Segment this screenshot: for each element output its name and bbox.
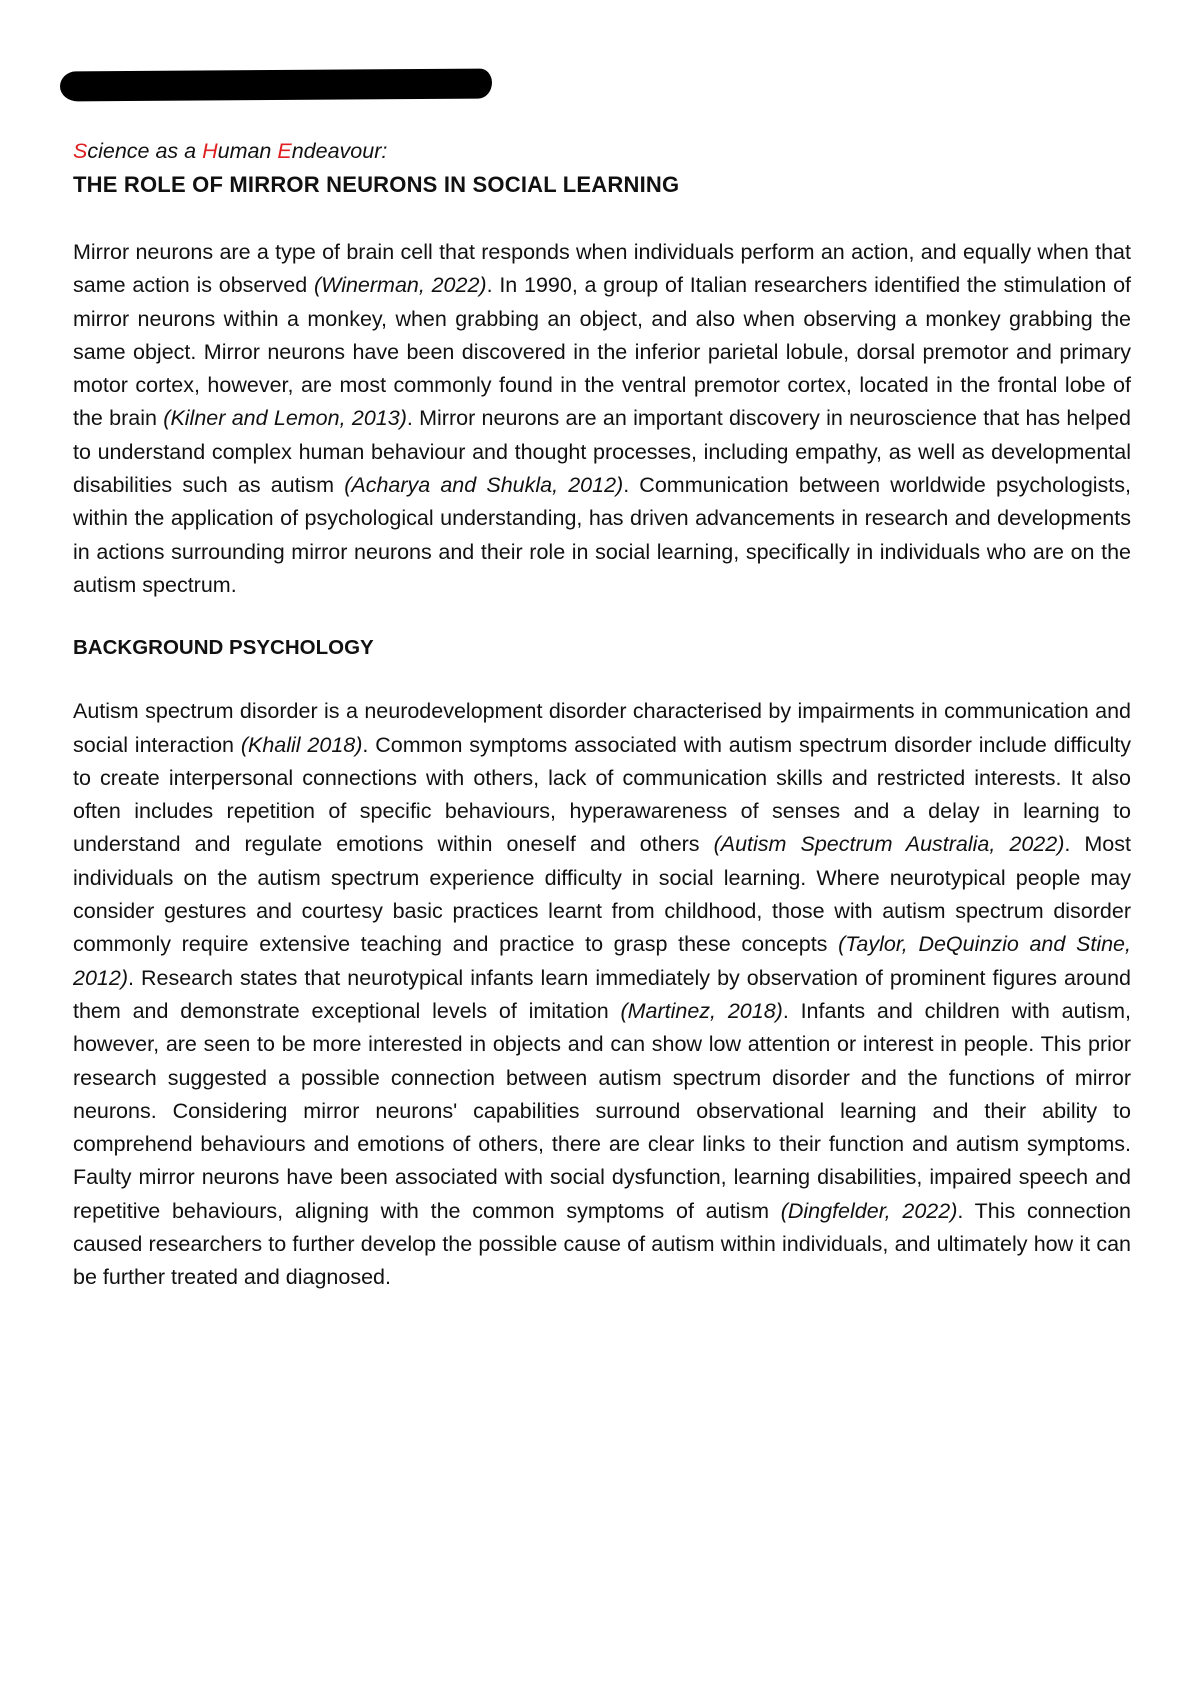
subtitle-text: uman: [217, 139, 278, 163]
subtitle-accent-letter: S: [73, 139, 88, 163]
paragraph-text: . Mirror neurons are an important discovery in neuroscience that has helped to understand complex human behaviour and thought processes, including empathy, as well as developmental disabilities such as autism: [73, 406, 1131, 498]
paragraph-text: . Research states that neurotypical infants learn immediately by observation of prominent figures around them and demonstrate exceptional levels of imitation: [73, 965, 1131, 1023]
citation: (Khalil 2018): [240, 732, 363, 757]
document-content: [73, 136, 1131, 1295]
citation: (Autism Spectrum Australia, 2022): [713, 832, 1065, 857]
redaction-mark: [60, 68, 492, 101]
citation: (Taylor, DeQuinzio and Stine, 2012): [73, 932, 1131, 990]
subtitle-text: cience as a: [87, 139, 203, 163]
paragraph-background-psychology: [73, 695, 1131, 1294]
section-heading-background-psychology: BACKGROUND PSYCHOLOGY: [73, 636, 374, 660]
paragraph-text: Mirror neurons are a type of brain cell that responds when individuals perform an action, and equally when that same action is observed: [73, 240, 1131, 298]
citation: (Kilner and Lemon, 2013): [163, 406, 407, 431]
citation: (Martinez, 2018): [620, 998, 783, 1023]
subtitle-text: ndeavour:: [291, 139, 388, 163]
paragraph-introduction: [73, 236, 1131, 602]
subtitle-accent-letter: E: [277, 139, 292, 163]
document-subtitle: [73, 136, 1131, 166]
paragraph-text: . Most individuals on the autism spectrum experience difficulty in social learning. Where neurotypical people may consider gestures and courtesy basic practices learnt from childhood, those with autism spectrum disorder commonly require extensive teaching and practice to grasp these concepts: [73, 832, 1131, 957]
paragraph-text: . In 1990, a group of Italian researchers identified the stimulation of mirror neurons within a monkey, when grabbing an object, and also when observing a monkey grabbing the same object. Mirror neurons have been discovered in the inferior parietal lobule, dorsal premotor and primary motor cortex, however, are most commonly found in the ventral premotor cortex, located in the frontal lobe of the brain: [73, 273, 1132, 431]
paragraph-text: Autism spectrum disorder is a neurodevelopment disorder characterised by impairments in communication and social interaction: [73, 699, 1131, 757]
paragraph-text: . Communication between worldwide psychologists, within the application of psychological understanding, has driven advancements in research and developments in actions surrounding mirror neurons and their role in social learning, specifically in individuals who are on the autism spectrum.: [73, 473, 1132, 597]
citation: (Acharya and Shukla, 2012): [344, 473, 624, 498]
citation: (Winerman, 2022): [313, 273, 487, 298]
citation: (Dingfelder, 2022): [780, 1198, 958, 1223]
paragraph-text: . Infants and children with autism, however, are seen to be more interested in objects and can show low attention or interest in people. This prior research suggested a possible connection between autism spectrum disorder and the functions of mirror neurons. Considering mirror neurons' capabilities surround observational learning and their ability to comprehend behaviours and emotions of others, there are clear links to their function and autism symptoms. Faulty mirror neurons have been associated with social dysfunction, learning disabilities, impaired speech and repetitive behaviours, aligning with the common symptoms of autism: [73, 998, 1131, 1223]
document-title: THE ROLE OF MIRROR NEURONS IN SOCIAL LEARNING: [73, 172, 680, 197]
paragraph-text: . This connection caused researchers to further develop the possible cause of autism within individuals, and ultimately how it can be further treated and diagnosed.: [73, 1198, 1131, 1290]
subtitle-accent-letter: H: [202, 139, 218, 163]
paragraph-text: . Common symptoms associated with autism spectrum disorder include difficulty to create interpersonal connections with others, lack of communication skills and restricted interests. It also often includes repetition of specific behaviours, hyperawareness of senses and a delay in learning to understand and regulate emotions within oneself and others: [73, 732, 1131, 857]
